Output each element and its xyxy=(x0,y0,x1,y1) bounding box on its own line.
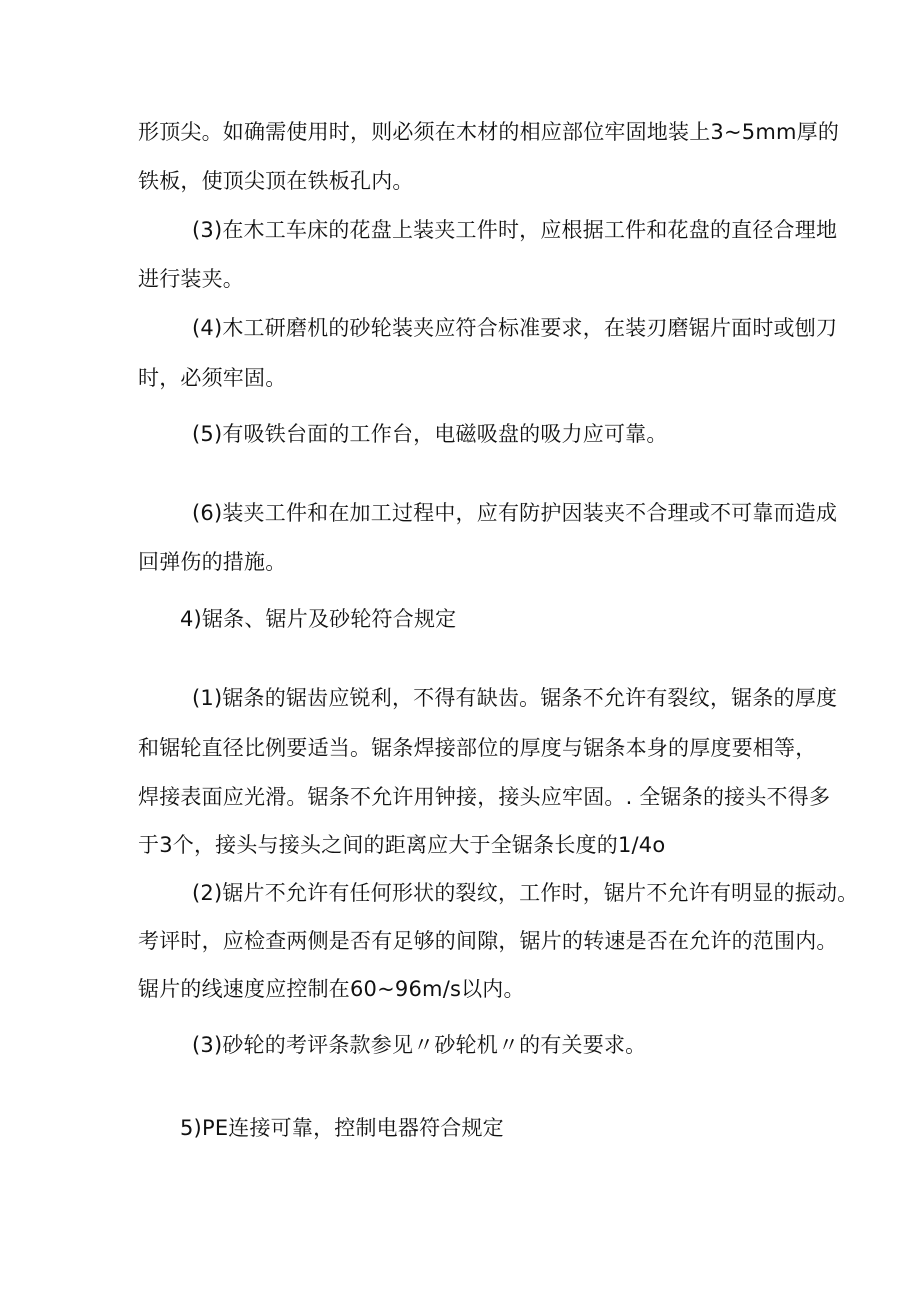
paragraph-line: 回弹伤的措施。 xyxy=(138,550,287,574)
paragraph-line: 锯片的线速度应控制在60~96m/s以内。 xyxy=(138,977,525,1001)
paragraph-line: 于3个，接头与接头之间的距离应大于全锯条长度的1/4o xyxy=(138,833,666,857)
paragraph-line: 和锯轮直径比例要适当。锯条焊接部位的厚度与锯条本身的厚度要相等， xyxy=(138,736,817,760)
paragraph-line: (4)木工研磨机的砂轮装夹应符合标准要求，在装刃磨锯片面时或刨刀 xyxy=(192,316,838,340)
paragraph-line: (2)锯片不允许有任何形状的裂纹，工作时，锯片不允许有明显的振动。 xyxy=(192,881,859,905)
paragraph-line: 形顶尖。如确需使用时，则必须在木材的相应部位牢固地装上3~5mm厚的 xyxy=(138,120,840,144)
paragraph-line: 时，必须牢固。 xyxy=(138,366,287,390)
paragraph-line: (3)砂轮的考评条款参见〃砂轮机〃的有关要求。 xyxy=(192,1033,647,1057)
section-heading: 4)锯条、锯片及砂轮符合规定 xyxy=(180,607,457,631)
paragraph-line: 进行装夹。 xyxy=(138,267,244,291)
paragraph-line: 焊接表面应光滑。锯条不允许用钟接，接头应牢固。. 全锯条的接头不得多 xyxy=(138,785,831,809)
paragraph-line: 铁板，使顶尖顶在铁板孔内。 xyxy=(138,169,414,193)
paragraph-line: (3)在木工车床的花盘上装夹工件时，应根据工件和花盘的直径合理地 xyxy=(192,218,838,242)
paragraph-line: (5)有吸铁台面的工作台，电磁吸盘的吸力应可靠。 xyxy=(192,422,668,446)
paragraph-line: (1)锯条的锯齿应锐利，不得有缺齿。锯条不允许有裂纹，锯条的厚度 xyxy=(192,686,838,710)
paragraph-line: 考评时，应检查两侧是否有足够的间隙，锯片的转速是否在允许的范围内。 xyxy=(138,929,838,953)
section-heading: 5)PE连接可靠，控制电器符合规定 xyxy=(180,1116,504,1140)
paragraph-line: (6)装夹工件和在加工过程中，应有防护因装夹不合理或不可靠而造成 xyxy=(192,501,838,525)
